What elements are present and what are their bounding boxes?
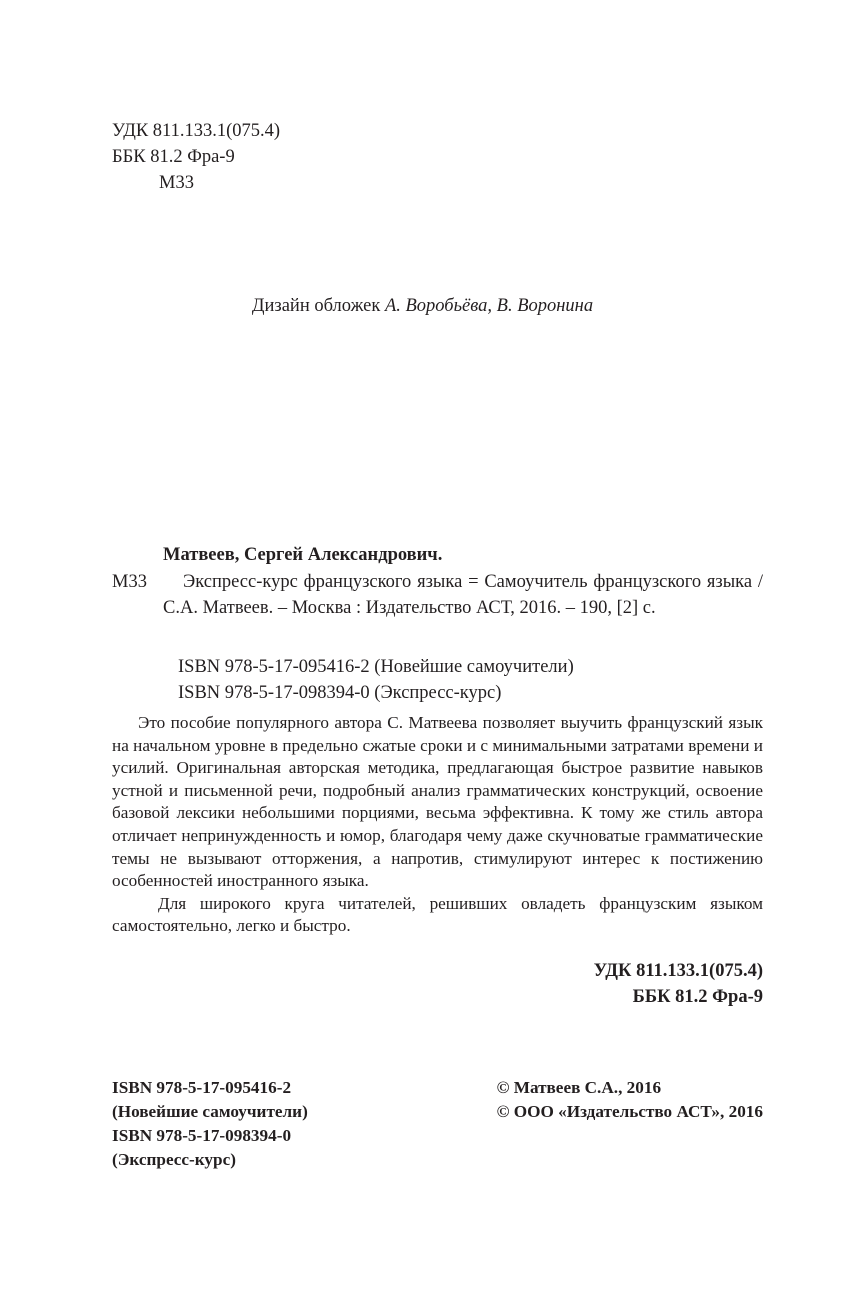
designer-credit-label: Дизайн обложек [251,296,385,316]
classification-top-block [112,118,280,196]
footer-isbn-line: ISBN 978-5-17-098394-0 [112,1126,292,1145]
footer-isbn-line: (Новейшие самоучители) [112,1102,308,1121]
udk-code-bottom: УДК 811.133.1(075.4) [593,961,763,981]
footer-isbn-line: (Экспресс-курс) [112,1150,236,1169]
cataloging-record [112,542,763,622]
book-annotation [112,712,763,938]
footer-isbn-block [112,1076,308,1172]
record-index-code: М33 [112,571,147,592]
bbk-code-top: ББК 81.2 Фра-9 [112,147,235,167]
cover-designer-credit [0,294,845,318]
classification-bottom-block [594,958,763,1010]
footer-isbn-line: ISBN 978-5-17-095416-2 [112,1078,292,1097]
footer-copyright-block [497,1076,763,1124]
isbn-line-novice: ISBN 978-5-17-095416-2 (Новейшие самоучители) [178,657,574,677]
record-title-statement: Экспресс-курс французского языка = Самоучитель французского языка / С.А. Матвеев. – Москва : Издательство АСТ, 2016. – 190, [2] с. [163,571,763,618]
isbn-series-block [178,655,574,706]
record-author-heading: Матвеев, Сергей Александрович. [163,545,443,565]
annotation-paragraph-2: Для широкого круга читателей, решивших овладеть французским языком самостоятельно, легко и быстро. [112,893,763,936]
bbk-code-bottom: ББК 81.2 Фра-9 [632,987,763,1007]
designer-names: А. Воробьёва, В. Воронина [384,296,594,316]
author-code-top: М33 [159,173,194,193]
isbn-line-express: ISBN 978-5-17-098394-0 (Экспресс-курс) [178,682,502,703]
copyright-line-author: © Матвеев С.А., 2016 [496,1078,662,1097]
record-entry [112,569,763,622]
udk-code-top: УДК 811.133.1(075.4) [112,121,281,141]
annotation-paragraph-1: Это пособие популярного автора С. Матвеева позволяет выучить французский язык на начальном уровне в предельно сжатые сроки и с минимальными затратами времени и усилий. Оригинальная авторская методика, предлагающая быстрое развитие навыков устной и письменной речи, подробный анализ грамматических конструкций, освоение базовой лексики небольшими порциями, весьма эффективна. К тому же стиль автора отличает непринужденность и юмор, благодаря чему даже скучноватые грамматические темы не вызывают отторжения, а напротив, стимулируют интерес к постижению особенностей иностранного языка. [112,713,763,891]
copyright-line-publisher: © ООО «Издательство АСТ», 2016 [496,1102,763,1121]
